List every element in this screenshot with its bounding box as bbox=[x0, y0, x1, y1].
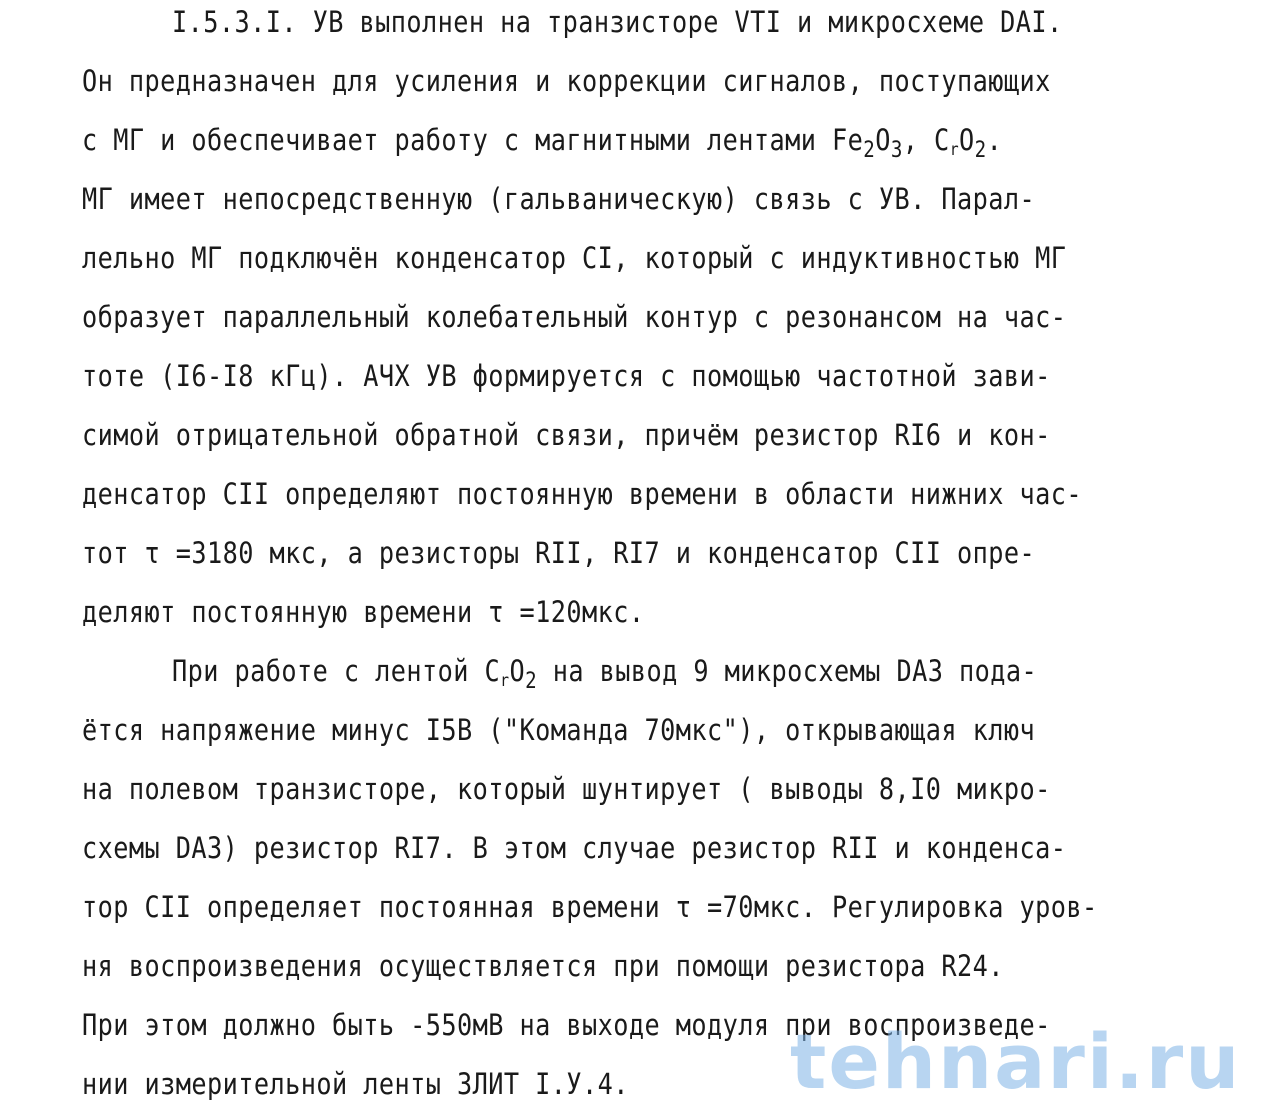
paragraph-1-line-1: I.5.3.I. УВ выполнен на транзисторе VTI и микросхеме DAI. bbox=[172, 5, 1063, 39]
line-3-text-e: . bbox=[986, 123, 1003, 157]
paragraph-1-line-7: тоте (I6-I8 кГц). АЧХ УВ формируется с помощью частотной зави- bbox=[82, 359, 1051, 393]
subscript-2-p2: 2 bbox=[525, 669, 538, 694]
line-3-text-a: с МГ и обеспечивает работу с магнитными лентами Fe bbox=[82, 123, 864, 157]
subscript-r-2: r bbox=[500, 671, 510, 691]
paragraph-2-line-5: тор CII определяет постоянная времени τ =70мкс. Регулировка уров- bbox=[82, 890, 1098, 924]
subscript-2: 2 bbox=[863, 138, 876, 163]
paragraph-1-line-8: симой отрицательной обратной связи, причём резистор RI6 и кон- bbox=[82, 418, 1051, 452]
p2-line-1-text-c: на вывод 9 микросхемы DA3 пода- bbox=[537, 654, 1038, 688]
paragraph-2-line-7: При этом должно быть -550мВ на выходе модуля при воспроизведе- bbox=[82, 1008, 1051, 1042]
p2-line-1-text-a: При работе с лентой C bbox=[172, 654, 501, 688]
paragraph-2-line-4: схемы DA3) резистор RI7. В этом случае резистор RII и конденса- bbox=[82, 831, 1067, 865]
paragraph-1-line-6: образует параллельный колебательный контур с резонансом на час- bbox=[82, 300, 1067, 334]
paragraph-1-line-10: тот τ =3180 мкс, а резисторы RII, RI7 и конденсатор CII опре- bbox=[82, 536, 1036, 570]
subscript-3: 3 bbox=[890, 138, 903, 163]
paragraph-1-line-2: Он предназначен для усиления и коррекции сигналов, поступающих bbox=[82, 64, 1051, 98]
paragraph-1-line-3 bbox=[82, 120, 1003, 163]
paragraph-1-line-4: МГ имеет непосредственную (гальваническую) связь с УВ. Парал- bbox=[82, 182, 1036, 216]
paragraph-2-line-6: ня воспроизведения осуществляется при помощи резистора R24. bbox=[82, 949, 1004, 983]
watermark-logo: tehnari.ru bbox=[790, 1017, 1242, 1106]
paragraph-2-line-8: нии измерительной ленты 3ЛИТ I.У.4. bbox=[82, 1067, 629, 1101]
paragraph-1-line-9: денсатор CII определяют постоянную времени в области нижних час- bbox=[82, 477, 1082, 511]
subscript-2b: 2 bbox=[974, 138, 987, 163]
subscript-r: r bbox=[949, 140, 960, 160]
paragraph-1-line-5: лельно МГ подключён конденсатор CI, который с индуктивностью МГ bbox=[82, 241, 1067, 275]
line-3-text-d: O bbox=[959, 123, 975, 157]
p2-line-1-text-b: O bbox=[509, 654, 526, 688]
paragraph-2-line-1 bbox=[172, 651, 1038, 694]
line-3-text-c: , C bbox=[902, 123, 950, 157]
paragraph-2-line-3: на полевом транзисторе, который шунтирует ( выводы 8,I0 микро- bbox=[82, 772, 1051, 806]
line-3-text-b: O bbox=[875, 123, 891, 157]
paragraph-2-line-2: ётся напряжение минус I5В ("Команда 70мкс"), открывающая ключ bbox=[82, 713, 1036, 747]
paragraph-1-line-11: деляют постоянную времени τ =120мкс. bbox=[82, 595, 645, 629]
